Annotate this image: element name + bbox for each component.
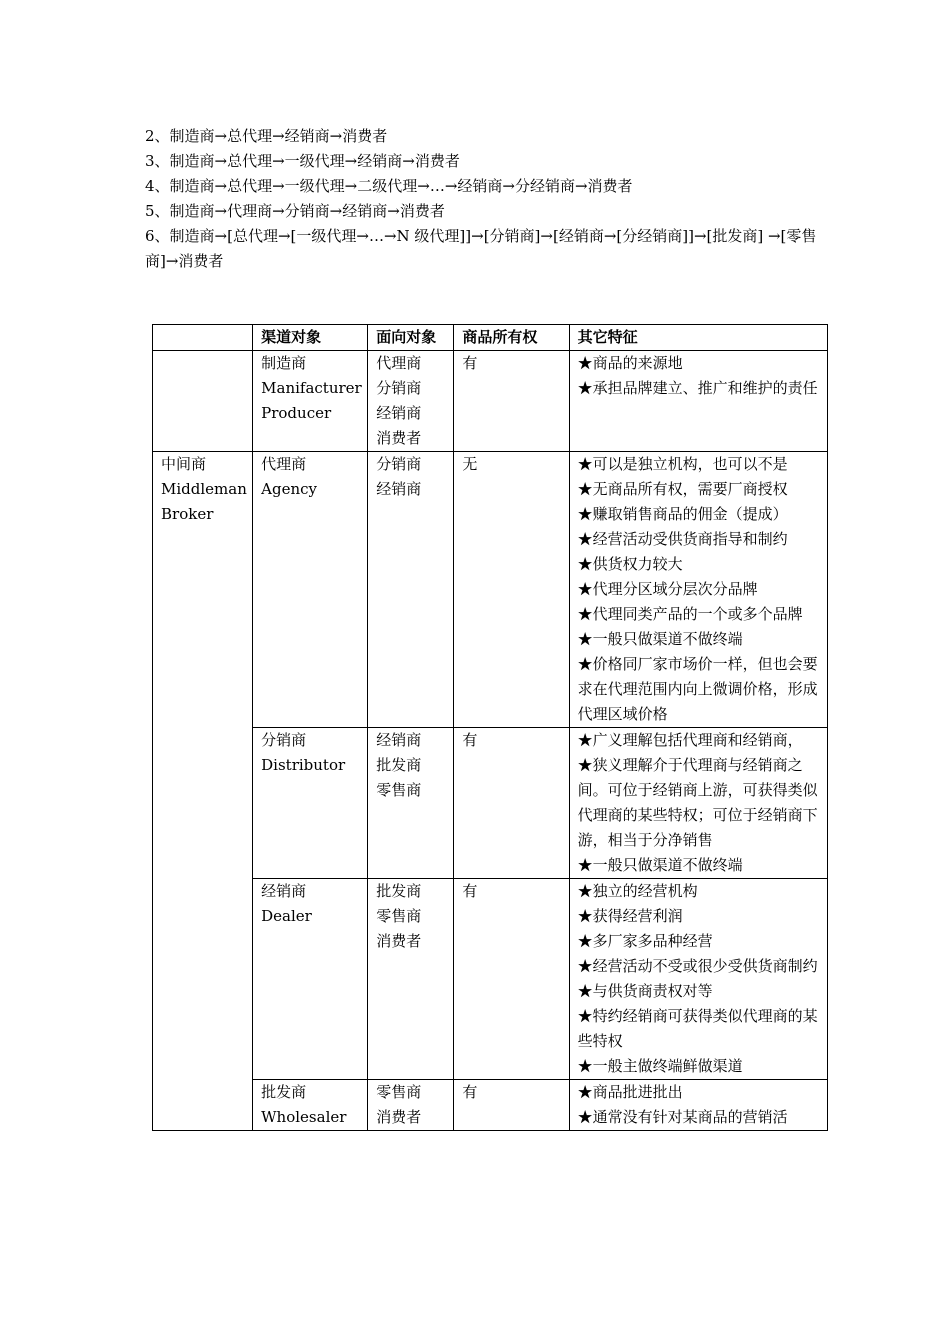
channel-name: 批发商 Wholesaler — [253, 1080, 368, 1131]
target-list: 批发商 零售商 消费者 — [368, 879, 454, 1080]
header-channel-object: 渠道对象 — [253, 325, 368, 351]
header-target: 面向对象 — [368, 325, 454, 351]
table-row — [153, 452, 828, 728]
ownership-cell: 无 — [454, 452, 569, 728]
header-empty — [153, 325, 253, 351]
table-row — [153, 728, 828, 879]
ownership-cell: 有 — [454, 1080, 569, 1131]
feature-list: ★广义理解包括代理商和经销商， ★狭义理解介于代理商与经销商之间。可位于经销商上游，可获得类似代理商的某些特权；可位于经销商下游，相当于分净销售 ★一般只做渠道不做终端 — [569, 728, 827, 879]
ownership-cell: 有 — [454, 728, 569, 879]
chain-item: 5、制造商→代理商→分销商→经销商→消费者 — [145, 202, 445, 220]
table-row — [153, 879, 828, 1080]
feature-list: ★商品批进批出 ★通常没有针对某商品的营销活 — [569, 1080, 827, 1131]
table-row — [153, 1080, 828, 1131]
channel-name: 代理商 Agency — [253, 452, 368, 728]
header-ownership: 商品所有权 — [454, 325, 569, 351]
group-cell-empty — [153, 351, 253, 452]
feature-list: ★可以是独立机构，也可以不是 ★无商品所有权，需要厂商授权 ★赚取销售商品的佣金（提成） ★经营活动受供货商指导和制约 ★供货权力较大 ★代理分区域分层次分品牌 ★代理同类产品的一个或多个品牌 ★一般只做渠道不做终端 ★价格同厂家市场价一样，但也会要求在代理范围内向上微调价格，形成代理区域价格 — [569, 452, 827, 728]
target-list: 分销商 经销商 — [368, 452, 454, 728]
feature-list: ★商品的来源地 ★承担品牌建立、推广和维护的责任 — [569, 351, 827, 452]
group-label-middleman: 中间商 Middleman Broker — [153, 452, 253, 1131]
channel-name: 制造商 Manifacturer Producer — [253, 351, 368, 452]
header-features: 其它特征 — [569, 325, 827, 351]
feature-list: ★独立的经营机构 ★获得经营利润 ★多厂家多品种经营 ★经营活动不受或很少受供货商制约 ★与供货商责权对等 ★特约经销商可获得类似代理商的某些特权 ★一般主做终端鲜做渠道 — [569, 879, 827, 1080]
chain-item: 2、制造商→总代理→经销商→消费者 — [145, 127, 388, 145]
table-header-row — [153, 325, 828, 351]
channel-name: 分销商 Distributor — [253, 728, 368, 879]
table-row — [153, 351, 828, 452]
channel-chain-list — [145, 124, 817, 274]
channel-table — [152, 324, 828, 1131]
ownership-cell: 有 — [454, 879, 569, 1080]
target-list: 零售商 消费者 — [368, 1080, 454, 1131]
target-list: 经销商 批发商 零售商 — [368, 728, 454, 879]
chain-item: 6、制造商→[总代理→[一级代理→…→N 级代理]]→[分销商]→[经销商→[分经销商]]→[批发商] →[零售商]→消费者 — [145, 227, 817, 270]
channel-name: 经销商 Dealer — [253, 879, 368, 1080]
ownership-cell: 有 — [454, 351, 569, 452]
chain-item: 4、制造商→总代理→一级代理→二级代理→…→经销商→分经销商→消费者 — [145, 177, 633, 195]
chain-item: 3、制造商→总代理→一级代理→经销商→消费者 — [145, 152, 460, 170]
target-list: 代理商 分销商 经销商 消费者 — [368, 351, 454, 452]
